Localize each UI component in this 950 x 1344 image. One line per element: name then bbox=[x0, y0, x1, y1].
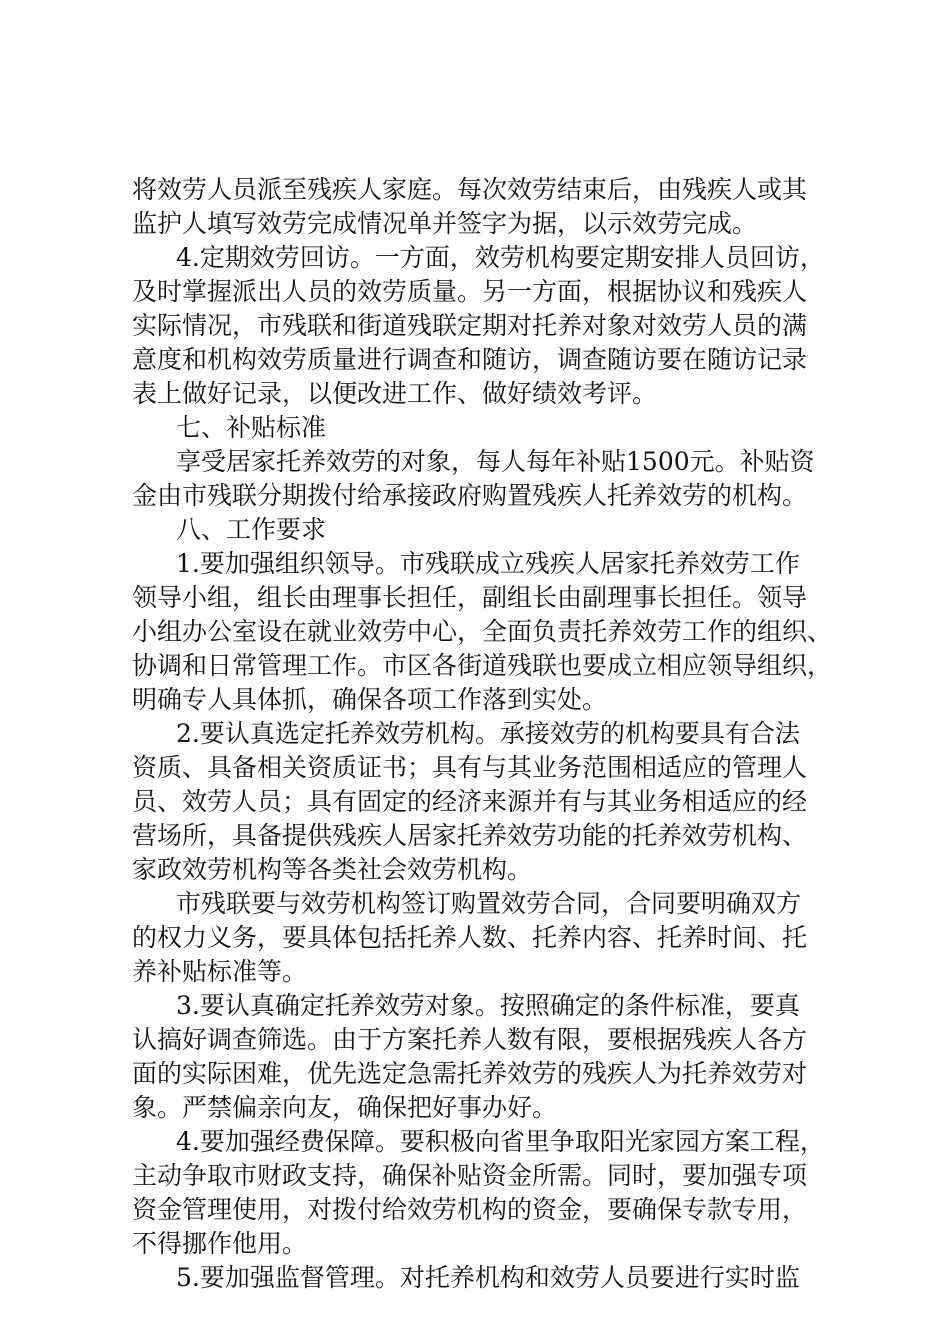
text-line: 金由市残联分期拨付给承接政府购置残疾人托养效劳的机构。 bbox=[132, 481, 808, 510]
text-line: 不得挪作他用。 bbox=[132, 1229, 308, 1258]
section-heading: 八、工作要求 bbox=[176, 515, 327, 544]
text-line: 象。严禁偏亲向友，确保把好事办好。 bbox=[132, 1093, 558, 1122]
text-line: 认搞好调查筛选。由于方案托养人数有限，要根据残疾人各方 bbox=[132, 1025, 808, 1054]
text-line: 4.定期效劳回访。一方面，效劳机构要定期安排人员回访， bbox=[176, 243, 825, 272]
text-line: 1.要加强组织领导。市残联成立残疾人居家托养效劳工作 bbox=[176, 549, 800, 578]
text-line: 享受居家托养效劳的对象，每人每年补贴1500元。补贴资 bbox=[176, 447, 815, 476]
text-line: 意度和机构效劳质量进行调查和随访，调查随访要在随访记录 bbox=[132, 345, 808, 374]
text-line: 5.要加强监督管理。对托养机构和效劳人员要进行实时监 bbox=[176, 1263, 800, 1292]
section-heading: 七、补贴标准 bbox=[176, 413, 327, 442]
text-line: 家政效劳机构等各类社会效劳机构。 bbox=[132, 855, 533, 884]
text-line: 明确专人具体抓，确保各项工作落到实处。 bbox=[132, 685, 608, 714]
text-line: 监护人填写效劳完成情况单并签字为据，以示效劳完成。 bbox=[132, 209, 758, 238]
text-line: 面的实际困难，优先选定急需托养效劳的残疾人为托养效劳对 bbox=[132, 1059, 808, 1088]
text-line: 小组办公室设在就业效劳中心，全面负责托养效劳工作的组织、 bbox=[132, 617, 832, 646]
text-line: 员、效劳人员；具有固定的经济来源并有与其业务相适应的经 bbox=[132, 787, 808, 816]
text-line: 的权力义务，要具体包括托养人数、托养内容、托养时间、托 bbox=[132, 923, 808, 952]
text-line: 营场所，具备提供残疾人居家托养效劳功能的托养效劳机构、 bbox=[132, 821, 808, 850]
text-line: 主动争取市财政支持，确保补贴资金所需。同时，要加强专项 bbox=[132, 1161, 808, 1190]
text-line: 2.要认真选定托养效劳机构。承接效劳的机构要具有合法 bbox=[176, 719, 800, 748]
text-line: 市残联要与效劳机构签订购置效劳合同，合同要明确双方 bbox=[176, 889, 802, 918]
text-line: 实际情况，市残联和街道残联定期对托养对象对效劳人员的满 bbox=[132, 311, 808, 340]
text-line: 养补贴标准等。 bbox=[132, 957, 308, 986]
text-line: 领导小组，组长由理事长担任，副组长由副理事长担任。领导 bbox=[132, 583, 808, 612]
text-line: 4.要加强经费保障。要积极向省里争取阳光家园方案工程， bbox=[176, 1127, 825, 1156]
text-line: 资质、具备相关资质证书；具有与其业务范围相适应的管理人 bbox=[132, 753, 808, 782]
text-line: 资金管理使用，对拨付给效劳机构的资金，要确保专款专用， bbox=[132, 1195, 808, 1224]
text-line: 3.要认真确定托养效劳对象。按照确定的条件标准，要真 bbox=[176, 991, 800, 1020]
text-line: 协调和日常管理工作。市区各街道残联也要成立相应领导组织， bbox=[132, 651, 832, 680]
text-line: 及时掌握派出人员的效劳质量。另一方面，根据协议和残疾人 bbox=[132, 277, 808, 306]
text-line: 将效劳人员派至残疾人家庭。每次效劳结束后，由残疾人或其 bbox=[132, 175, 808, 204]
text-line: 表上做好记录，以便改进工作、做好绩效考评。 bbox=[132, 379, 658, 408]
